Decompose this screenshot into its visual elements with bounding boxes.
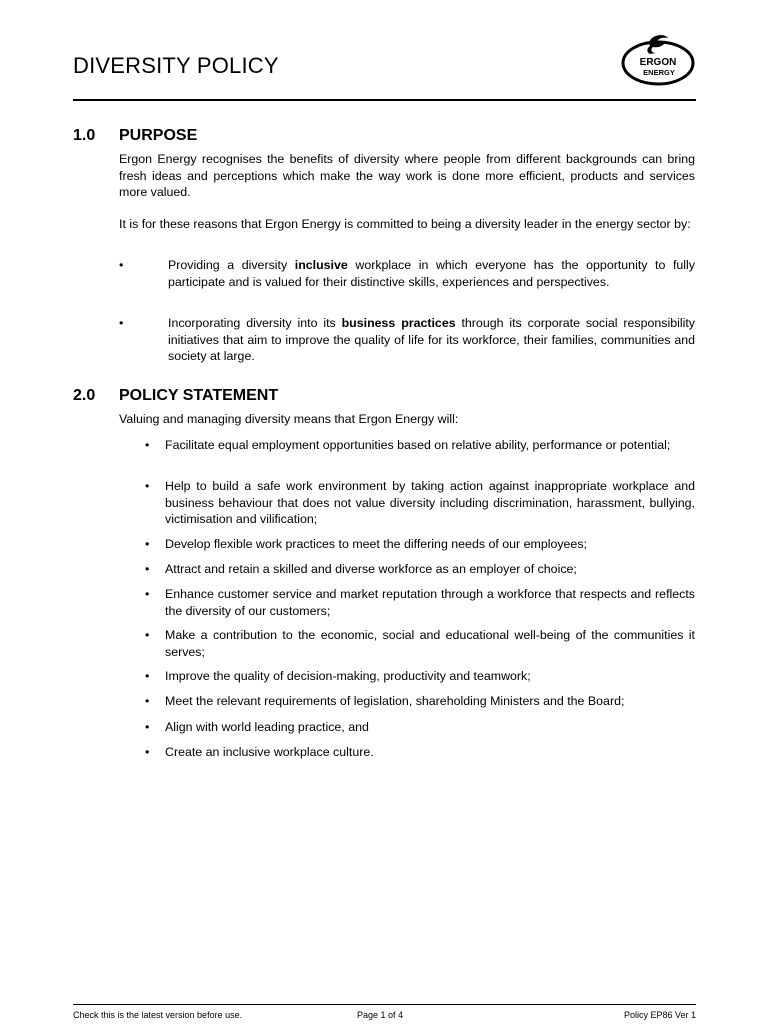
- bullet-marker: •: [145, 562, 150, 576]
- footer-policy-id: Policy EP86 Ver 1: [623, 1010, 696, 1020]
- bullet-marker: •: [145, 745, 150, 759]
- bullet-text: Incorporating diversity into its business practices through its corporate social responsibility initiatives that aim to improve the quality of life for its workforce, their families, communities and society at large.: [168, 316, 695, 363]
- bullet-text: Make a contribution to the economic, social and educational well-being of the communities it serves;: [165, 628, 695, 659]
- svg-text:ERGON: ERGON: [639, 57, 677, 68]
- bullet-marker: •: [145, 694, 150, 708]
- header-divider: [73, 99, 696, 101]
- bullet-text: Facilitate equal employment opportunities based on relative ability, performance or potential;: [165, 438, 671, 452]
- bullet-marker: •: [145, 479, 150, 493]
- policy-intro: Valuing and managing diversity means that Ergon Energy will:: [119, 412, 459, 426]
- bullet-text: Create an inclusive workplace culture.: [165, 745, 374, 759]
- section-title-purpose: PURPOSE: [119, 127, 198, 144]
- bullet-text: Improve the quality of decision-making, productivity and teamwork;: [165, 669, 531, 683]
- svg-text:ENERGY: ENERGY: [643, 68, 675, 77]
- section-title-policy: POLICY STATEMENT: [119, 387, 279, 404]
- page-title: DIVERSITY POLICY: [73, 53, 279, 78]
- section-number-purpose: 1.0: [73, 127, 96, 144]
- bullet-marker: •: [145, 438, 150, 452]
- bullet-marker: •: [145, 587, 150, 601]
- bullet-marker: •: [119, 258, 124, 272]
- footer-divider: [73, 1004, 696, 1005]
- bullet-text: Providing a diversity inclusive workplace in which everyone has the opportunity to fully participate and is valued for their distinctive skills, experiences and perspectives.: [168, 258, 695, 289]
- bullet-text: Align with world leading practice, and: [165, 720, 369, 734]
- bullet-marker: •: [145, 669, 150, 683]
- bullet-text: Enhance customer service and market reputation through a workforce that respects and reflects the diversity of our customers;: [165, 587, 695, 618]
- bullet-text: Help to build a safe work environment by taking action against inappropriate workplace and business behaviour that does not value diversity including discrimination, harassment, bullying, victimisation and vilification;: [165, 479, 695, 526]
- bullet-text: Meet the relevant requirements of legislation, shareholding Ministers and the Board;: [165, 694, 625, 708]
- bullet-marker: •: [145, 628, 150, 642]
- bullet-marker: •: [145, 720, 150, 734]
- bullet-marker: •: [145, 537, 150, 551]
- bullet-marker: •: [119, 316, 124, 330]
- bullet-text: Attract and retain a skilled and diverse workforce as an employer of choice;: [165, 562, 577, 576]
- purpose-paragraph-1: Ergon Energy recognises the benefits of diversity where people from different backgrounds can bring fresh ideas and perceptions which make the way work is done more efficient, products and services more valued.: [119, 152, 695, 199]
- purpose-paragraph-2: It is for these reasons that Ergon Energy is committed to being a diversity leader in the energy sector by:: [119, 217, 691, 231]
- footer-page-number: Page 1 of 4: [357, 1010, 404, 1020]
- footer-version-note: Check this is the latest version before use.: [73, 1010, 243, 1020]
- ergon-energy-logo: [620, 32, 696, 88]
- bullet-text: Develop flexible work practices to meet the differing needs of our employees;: [165, 537, 587, 551]
- section-number-policy: 2.0: [73, 387, 96, 404]
